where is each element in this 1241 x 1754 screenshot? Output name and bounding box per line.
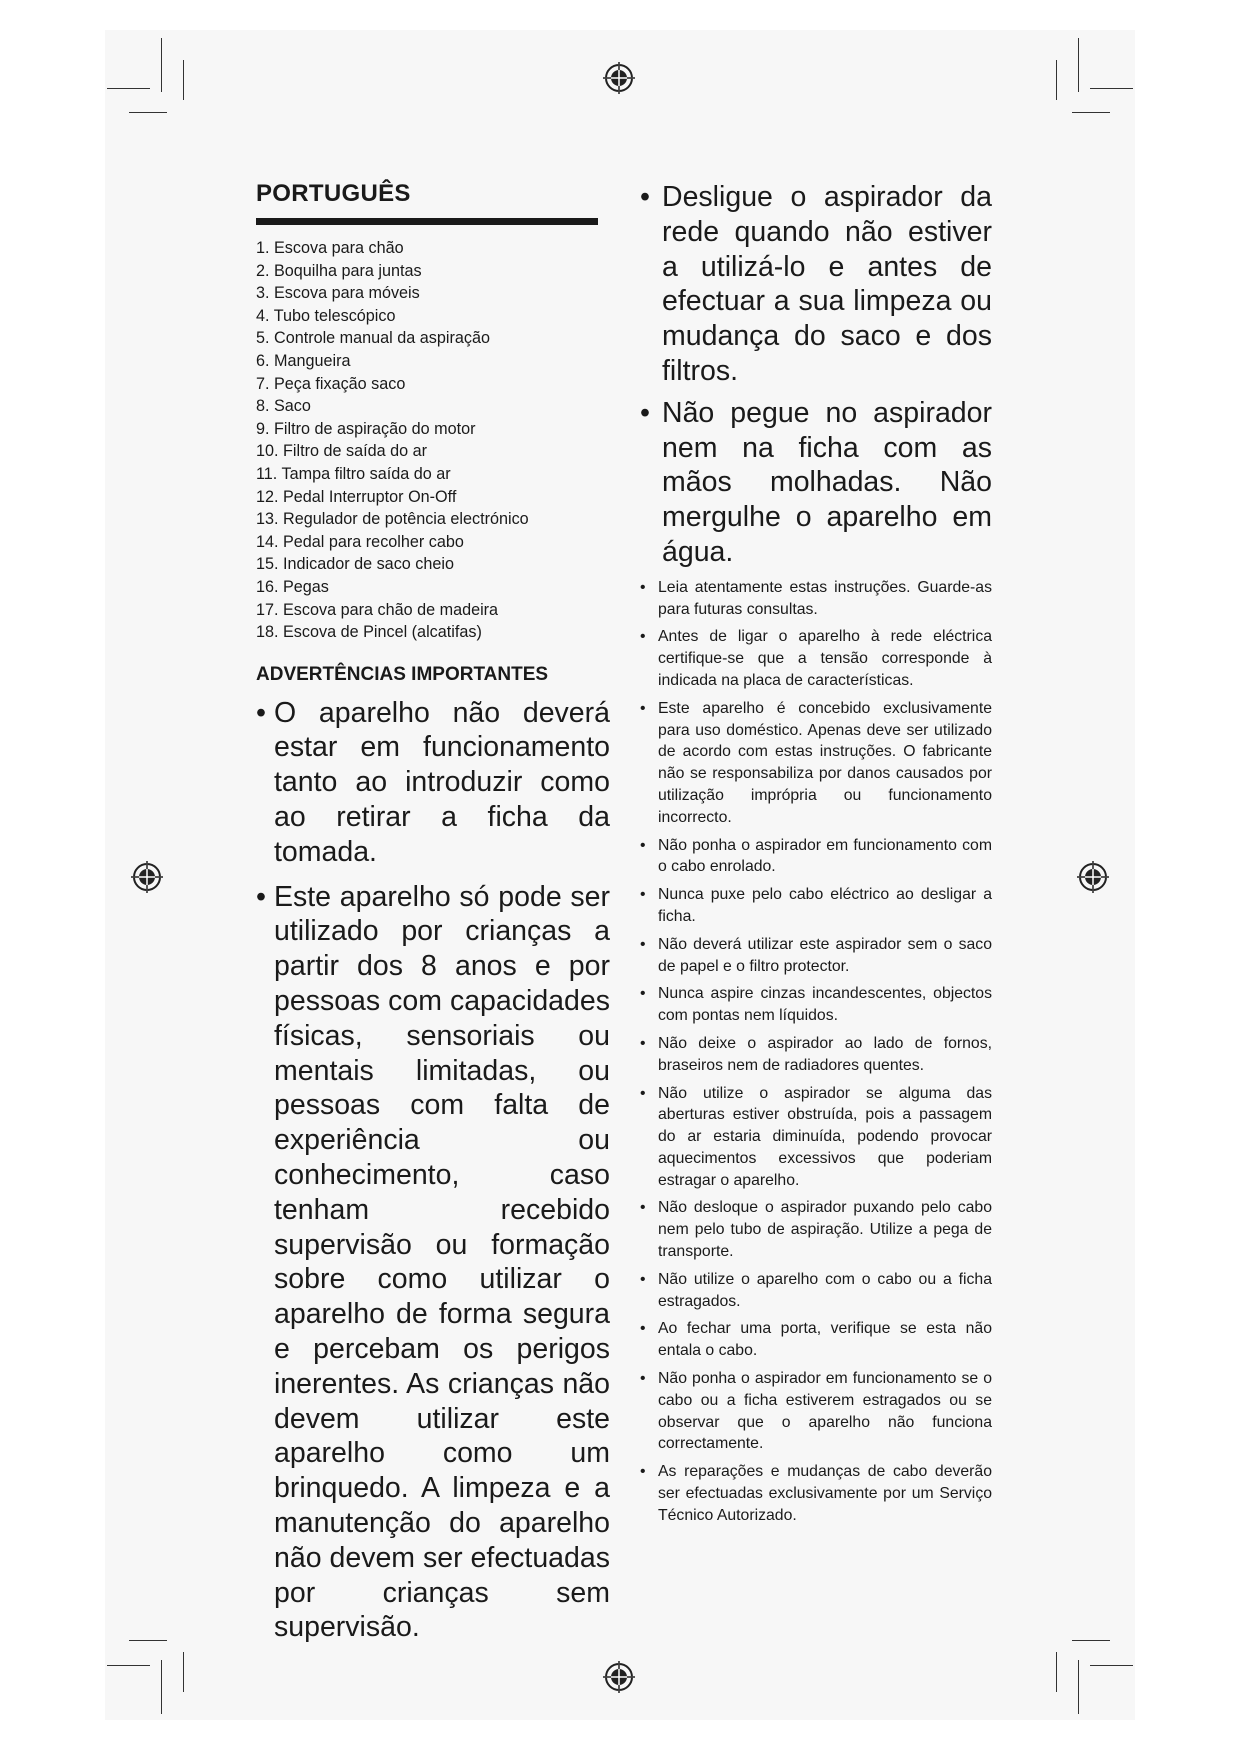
list-item: 5. Controle manual da aspiração xyxy=(256,329,490,348)
crop-mark xyxy=(1078,38,1079,92)
list-item: 18. Escova de Pincel (alcatifas) xyxy=(256,623,482,642)
warnings-heading: ADVERTÊNCIAS IMPORTANTES xyxy=(256,663,549,685)
warning-item: • Não ponha o aspirador em funcionamento com o cabo enrolado. xyxy=(640,835,992,879)
registration-mark-icon xyxy=(602,1660,636,1694)
list-item: 14. Pedal para recolher cabo xyxy=(256,532,464,551)
parts-list xyxy=(256,237,610,644)
crop-mark xyxy=(1090,1665,1133,1666)
list-item: 2. Boquilha para juntas xyxy=(256,261,422,280)
crop-mark xyxy=(107,1665,150,1666)
crop-mark xyxy=(161,38,162,92)
crop-mark xyxy=(1072,112,1110,113)
warning-item: • Não utilize o aspirador se alguma das aberturas estiver obstruída, pois a passagem do ar estaria diminuída, podendo provocar aquecimentos excessivos que poderiam estragar o aparelho. xyxy=(640,1083,992,1192)
list-item: 15. Indicador de saco cheio xyxy=(256,555,454,574)
heading-rule xyxy=(256,218,598,225)
language-heading: PORTUGUÊS xyxy=(256,180,411,207)
warnings-list-large-right xyxy=(640,180,992,570)
crop-mark xyxy=(183,60,184,100)
warning-item: • Não pegue no aspirador nem na ficha com as mãos molhadas. Não mergulhe o aparelho em água. xyxy=(640,396,992,570)
warnings-list-large xyxy=(256,696,610,1646)
warning-item: • Este aparelho só pode ser utilizado por crianças a partir dos 8 anos e por pessoas com capacidades físicas, sensoriais ou mentais limitadas, ou pessoas com falta de experiência ou conhecimento, caso tenham recebido supervisão ou formação sobre como utilizar o aparelho de forma segura e percebam os perigos inerentes. As crianças não devem utilizar este aparelho como um brinquedo. A limpeza e a manutenção do aparelho não devem ser efectuadas por crianças sem supervisão. xyxy=(256,880,610,1646)
right-column xyxy=(640,180,992,1533)
warning-item: • Não deverá utilizar este aspirador sem o saco de papel e o filtro protector. xyxy=(640,934,992,978)
left-column xyxy=(256,180,610,1655)
warning-item: • Nunca puxe pelo cabo eléctrico ao desligar a ficha. xyxy=(640,884,992,928)
warning-item: • Desligue o aspirador da rede quando não estiver a utilizá-lo e antes de efectuar a sua limpeza ou mudança do saco e dos filtros. xyxy=(640,180,992,389)
list-item: 12. Pedal Interruptor On-Off xyxy=(256,487,457,506)
warning-item: • As reparações e mudanças de cabo deverão ser efectuadas exclusivamente por um Serviço Técnico Autorizado. xyxy=(640,1461,992,1526)
registration-mark-icon xyxy=(1076,860,1110,894)
warning-item: • Não ponha o aspirador em funcionamento se o cabo ou a ficha estiverem estragados ou se observar que o aparelho não funciona correctamente. xyxy=(640,1368,992,1455)
list-item: 11. Tampa filtro saída do ar xyxy=(256,464,451,483)
registration-mark-icon xyxy=(602,61,636,95)
warning-item: • Não desloque o aspirador puxando pelo cabo nem pelo tubo de aspiração. Utilize a pega de transporte. xyxy=(640,1197,992,1262)
warning-item: • Não deixe o aspirador ao lado de fornos, braseiros nem de radiadores quentes. xyxy=(640,1033,992,1077)
warning-item: • Não utilize o aparelho com o cabo ou a ficha estragados. xyxy=(640,1269,992,1313)
list-item: 10. Filtro de saída do ar xyxy=(256,442,427,461)
crop-mark xyxy=(129,1640,167,1641)
warning-item: • Ao fechar uma porta, verifique se esta não entala o cabo. xyxy=(640,1318,992,1362)
crop-mark xyxy=(1056,1652,1057,1692)
list-item: 16. Pegas xyxy=(256,577,329,596)
crop-mark xyxy=(1090,88,1133,89)
registration-mark-icon xyxy=(130,860,164,894)
crop-mark xyxy=(161,1660,162,1714)
list-item: 7. Peça fixação saco xyxy=(256,374,406,393)
list-item: 1. Escova para chão xyxy=(256,239,404,257)
list-item: 9. Filtro de aspiração do motor xyxy=(256,419,476,438)
list-item: 8. Saco xyxy=(256,397,311,416)
warning-item: • O aparelho não deverá estar em funcionamento tanto ao introduzir como ao retirar a ficha da tomada. xyxy=(256,696,610,870)
list-item: 13. Regulador de potência electrónico xyxy=(256,510,529,529)
warnings-list-small xyxy=(640,577,992,1527)
warning-item: • Este aparelho é concebido exclusivamente para uso doméstico. Apenas deve ser utilizado de acordo com estas instruções. O fabricante não se responsabiliza por danos causados por utilização imprópria ou funcionamento incorrecto. xyxy=(640,698,992,829)
list-item: 17. Escova para chão de madeira xyxy=(256,600,499,619)
list-item: 6. Mangueira xyxy=(256,351,351,370)
crop-mark xyxy=(107,88,150,89)
crop-mark xyxy=(1072,1640,1110,1641)
list-item: 4. Tubo telescópico xyxy=(256,306,396,325)
crop-mark xyxy=(183,1652,184,1692)
warning-item: • Leia atentamente estas instruções. Guarde-as para futuras consultas. xyxy=(640,577,992,621)
crop-mark xyxy=(1056,60,1057,100)
warning-item: • Nunca aspire cinzas incandescentes, objectos com pontas nem líquidos. xyxy=(640,983,992,1027)
list-item: 3. Escova para móveis xyxy=(256,284,420,303)
crop-mark xyxy=(129,112,167,113)
crop-mark xyxy=(1078,1660,1079,1714)
warning-item: • Antes de ligar o aparelho à rede eléctrica certifique-se que a tensão corresponde à indicada na placa de características. xyxy=(640,626,992,691)
